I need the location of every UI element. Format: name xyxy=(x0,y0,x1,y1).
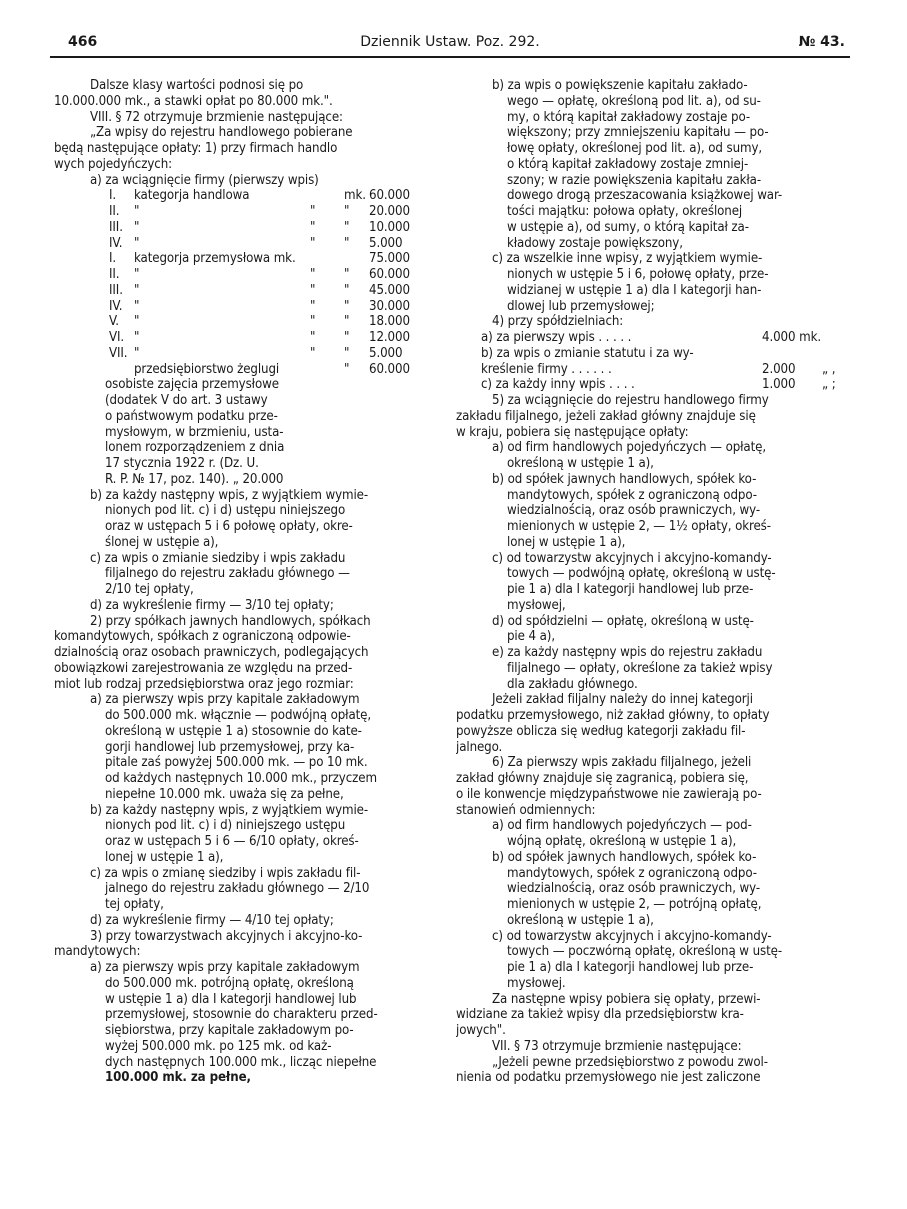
text-line: b) za każdy następny wpis, z wyjątkiem wymie- xyxy=(90,487,369,503)
text-line: dych następnych 100.000 mk., licząc niepełne xyxy=(105,1054,377,1070)
text-line: b) za wpis o powiększenie kapitału zakłado- xyxy=(492,78,748,93)
fee-amount: 45.000 xyxy=(369,282,410,298)
text-line: towych — podwójną opłatę, określoną w ustę- xyxy=(507,566,776,582)
fee-category-number: I. xyxy=(109,251,117,267)
fee-category-number: III. xyxy=(109,282,123,298)
fee-ditto: " xyxy=(310,330,316,345)
fee-category-number: III. xyxy=(109,219,123,235)
text-line: o państwowym podatku prze- xyxy=(105,408,278,424)
text-line: 4) przy spółdzielniach: xyxy=(492,314,624,330)
text-line: powyższe oblicza się według kategorji zakładu fil- xyxy=(456,723,746,739)
fee-ditto: " xyxy=(310,235,316,251)
text-line: c) za wszelkie inne wpisy, z wyjątkiem wymie- xyxy=(492,251,763,267)
fee-unit: " xyxy=(344,267,350,282)
fee-category-number: I. xyxy=(109,188,117,204)
cooperative-fee-row xyxy=(456,362,844,378)
text-line: wiedzialnością, oraz osób prawniczych, wy- xyxy=(507,881,761,897)
text-line: w kraju, pobiera się następujące opłaty: xyxy=(456,424,689,440)
text-line: mienionych w ustępie 2, — potrójną opłatę, xyxy=(507,897,762,912)
fee-category-number: II. xyxy=(109,204,120,219)
text-line: gorji handlowej lub przemysłowej, przy ka- xyxy=(105,739,355,755)
fee-row xyxy=(54,220,442,236)
text-line: określoną w ustępie 1 a), xyxy=(507,456,654,471)
fee-ditto: " xyxy=(310,267,316,282)
fee-unit: " xyxy=(344,282,350,298)
issue-number: № 43. xyxy=(798,34,845,50)
text-line: „Jeżeli pewne przedsiębiorstwo z powodu zwol- xyxy=(492,1054,768,1070)
fee-amount: 12.000 xyxy=(369,330,410,345)
text-line: siębiorstwa, przy kapitale zakładowym po- xyxy=(105,1023,354,1038)
fee-category-name: " xyxy=(134,330,140,345)
text-line: łowę opłaty, określonej pod lit. a), od sumy, xyxy=(507,141,763,156)
fee-category-name: " xyxy=(134,298,140,314)
fee-ditto: " xyxy=(310,282,316,298)
text-line: ślonej w ustępie a), xyxy=(105,534,219,550)
text-line: do 500.000 mk. potrójną opłatę, określoną xyxy=(105,975,354,991)
fee-row xyxy=(54,314,442,330)
fee-amount: 5.000 xyxy=(369,345,403,361)
text-line: a) za pierwszy wpis przy kapitale zakładowym xyxy=(90,692,360,708)
text-line: b) od spółek jawnych handlowych, spółek ko- xyxy=(492,849,757,865)
fee-row xyxy=(54,267,442,283)
text-line: niepełne 10.000 mk. uważa się za pełne, xyxy=(105,786,344,802)
text-line: c) za wpis o zmianie siedziby i wpis zakładu xyxy=(90,550,346,566)
fee-category-name: kategorja przemysłowa mk. xyxy=(134,251,296,267)
text-line: mysłowym, w brzmieniu, usta- xyxy=(105,424,284,440)
text-line: widzianej w ustępie 1 a) dla I kategorji han- xyxy=(507,282,762,298)
fee-unit: " xyxy=(344,345,350,361)
text-line: podatku przemysłowego, niż zakład główny, to opłaty xyxy=(456,708,770,723)
text-line: w ustępie a), od sumy, o którą kapitał za- xyxy=(507,219,749,235)
text-line: wego — opłatę, określoną pod lit. a), od su- xyxy=(507,93,761,109)
text-line: przemysłowej, stosownie do charakteru przed- xyxy=(105,1007,378,1023)
text-line: zakładu filjalnego, jeżeli zakład główny znajduje się xyxy=(456,408,756,424)
fee-amount: 30.000 xyxy=(369,298,410,314)
fee-amount: 75.000 xyxy=(369,251,410,267)
left-column xyxy=(54,78,442,1086)
text-line: będą następujące opłaty: 1) przy firmach handlo xyxy=(54,141,338,156)
text-line: mienionych w ustępie 2, — 1½ opłaty, okreś- xyxy=(507,519,771,534)
text-line: określoną w ustępie 1 a) stosownie do kate- xyxy=(105,723,362,739)
fee-row xyxy=(54,204,442,220)
text-line: d) za wykreślenie firmy — 3/10 tej opłaty; xyxy=(90,597,334,613)
fee-category-number: V. xyxy=(109,314,119,330)
fee-unit: " xyxy=(344,314,350,330)
text-line: miot lub rodzaj przedsiębiorstwa oraz jego rozmiar: xyxy=(54,676,354,692)
text-line: d) od spółdzielni — opłatę, określoną w ustę- xyxy=(492,613,754,629)
text-line: o ile konwencje międzypaństwowe nie zawierają po- xyxy=(456,786,762,802)
fee-row xyxy=(54,330,442,346)
cooperative-fee-ditto: „ ; xyxy=(822,377,836,393)
text-line: nionych pod lit. c) i d) ustępu niniejszego xyxy=(105,503,346,519)
text-line: mandytowych, spółek z ograniczoną odpo- xyxy=(507,865,757,881)
text-line: komandytowych, spółkach z ograniczoną odpowie- xyxy=(54,629,351,645)
text-line: pitale zaś powyżej 500.000 mk. — po 10 mk. xyxy=(105,755,368,771)
fee-ditto: " xyxy=(310,219,316,235)
fee-ditto: " xyxy=(310,298,316,314)
cooperative-fee-ditto: „ , xyxy=(822,361,836,377)
cooperative-fee-amount: 1.000 xyxy=(762,377,796,393)
fee-unit: " xyxy=(344,204,350,219)
text-line: pie 1 a) dla I kategorji handlowej lub prze- xyxy=(507,582,754,597)
text-line: kładowy zostaje powiększony, xyxy=(507,235,683,251)
text-line: oraz w ustępach 5 i 6 połowę opłaty, okre- xyxy=(105,519,353,534)
fee-category-name: kategorja handlowa xyxy=(134,188,250,204)
text-line: 10.000.000 mk., a stawki opłat po 80.000 mk.". xyxy=(54,93,333,109)
cooperative-fee-row xyxy=(456,330,844,346)
text-line: lonej w ustępie 1 a), xyxy=(105,849,224,865)
fee-category-name: " xyxy=(134,282,140,298)
fee-amount: 60.000 xyxy=(369,188,410,204)
page-number: 466 xyxy=(68,34,98,50)
fee-ditto: " xyxy=(310,204,316,219)
text-line: mysłowej. xyxy=(507,975,566,991)
text-line: wyżej 500.000 mk. po 125 mk. od każ- xyxy=(105,1038,332,1054)
text-line: c) od towarzystw akcyjnych i akcyjno-komandy- xyxy=(492,550,772,566)
text-line: jalnego do rejestru zakładu głównego — 2/10 xyxy=(105,881,370,897)
text-line: lonem rozporządzeniem z dnia xyxy=(105,440,285,456)
text-line: o którą kapitał zakładowy zostaje zmniej- xyxy=(507,156,749,172)
page-header xyxy=(50,32,850,58)
text-line: większony; przy zmniejszeniu kapitału — po- xyxy=(507,125,769,141)
fee-ditto: " xyxy=(310,314,316,330)
text-line: wiedzialnością, oraz osób prawniczych, wy- xyxy=(507,503,761,519)
text-line: c) za wpis o zmianę siedziby i wpis zakładu fil- xyxy=(90,865,361,881)
fee-ditto: " xyxy=(310,345,316,361)
cooperative-fee-label: c) za każdy inny wpis . . . . xyxy=(481,377,635,393)
text-line: do 500.000 mk. włącznie — podwójną opłatę, xyxy=(105,708,372,723)
fee-amount: 18.000 xyxy=(369,314,410,330)
text-line: od każdych następnych 10.000 mk., przyczem xyxy=(105,771,377,786)
text-line: zakład główny znajduje się zagranicą, pobiera się, xyxy=(456,771,749,786)
cooperative-fee-list xyxy=(456,330,844,393)
text-line: d) za wykreślenie firmy — 4/10 tej opłaty; xyxy=(90,912,334,928)
fee-row xyxy=(54,236,442,252)
text-line: wójną opłatę, określoną w ustępie 1 a), xyxy=(507,834,737,849)
text-line: filjalnego — opłaty, określone za takież wpisy xyxy=(507,660,773,676)
text-line: tości majątku: połowa opłaty, określonej xyxy=(507,204,743,219)
fee-category-number: VII. xyxy=(109,345,128,361)
text-line: pie 1 a) dla I kategorji handlowej lub prze- xyxy=(507,960,754,975)
text-line: VIII. § 72 otrzymuje brzmienie następujące: xyxy=(90,109,343,125)
left-text-block-2 xyxy=(54,377,442,1086)
text-line: 100.000 mk. za pełne, xyxy=(105,1070,251,1086)
text-line: Za następne wpisy pobiera się opłaty, przewi- xyxy=(492,991,761,1007)
text-line: towych — poczwórną opłatę, określoną w ustę- xyxy=(507,944,783,960)
text-line: stanowień odmiennych: xyxy=(456,802,596,818)
text-line: a) za pierwszy wpis przy kapitale zakładowym xyxy=(90,960,360,975)
text-line: a) od firm handlowych pojedyńczych — opłatę, xyxy=(492,440,767,456)
text-line: 3) przy towarzystwach akcyjnych i akcyjno-ko- xyxy=(90,928,363,944)
text-line: mandytowych: xyxy=(54,944,141,960)
fee-row xyxy=(54,251,442,267)
fee-amount: 10.000 xyxy=(369,219,410,235)
text-line: jalnego. xyxy=(456,739,503,755)
fee-row xyxy=(54,299,442,315)
cooperative-fee-row xyxy=(456,377,844,393)
text-line: (dodatek V do art. 3 ustawy xyxy=(105,393,268,408)
text-line: Dalsze klasy wartości podnosi się po xyxy=(90,78,304,93)
fee-amount: 20.000 xyxy=(369,204,410,219)
text-line: określoną w ustępie 1 a), xyxy=(507,912,654,928)
fee-table xyxy=(54,188,442,377)
text-line: osobiste zajęcia przemysłowe xyxy=(105,377,279,393)
text-line: filjalnego do rejestru zakładu głównego — xyxy=(105,566,350,582)
text-line: e) za każdy następny wpis do rejestru zakładu xyxy=(492,645,763,660)
fee-category-number: IV. xyxy=(109,298,123,314)
fee-row xyxy=(54,188,442,204)
text-line: 17 stycznia 1922 r. (Dz. U. xyxy=(105,456,259,471)
text-line: a) za wciągnięcie firmy (pierwszy wpis) xyxy=(90,172,319,188)
text-line: tej opłaty, xyxy=(105,897,164,912)
fee-unit: " xyxy=(344,235,350,251)
fee-category-name: " xyxy=(134,267,140,282)
text-line: nionych pod lit. c) i d) niniejszego ustępu xyxy=(105,818,346,834)
text-line: dzialnością oraz osobach prawniczych, podlegających xyxy=(54,645,369,660)
fee-unit: " xyxy=(344,298,350,314)
text-line: dla zakładu głównego. xyxy=(507,676,638,692)
text-line: a) od firm handlowych pojedyńczych — pod- xyxy=(492,818,752,834)
fee-category-name: " xyxy=(134,235,140,251)
text-line: Jeżeli zakład filjalny należy do innej kategorji xyxy=(492,692,753,708)
text-line: b) od spółek jawnych handlowych, spółek ko- xyxy=(492,471,757,487)
fee-row xyxy=(54,346,442,362)
right-text-block-2 xyxy=(456,393,844,1086)
text-line: R. P. № 17, poz. 140). „ 20.000 xyxy=(105,471,284,487)
text-line: obowiązkowi zarejestrowania ze względu na przed- xyxy=(54,660,353,676)
text-line: c) od towarzystw akcyjnych i akcyjno-komandy- xyxy=(492,928,772,944)
cooperative-fee-row xyxy=(456,346,844,362)
text-line: jowych". xyxy=(456,1023,506,1038)
text-line: widziane za takież wpisy dla przedsiębiorstw kra- xyxy=(456,1007,744,1023)
text-line: 5) za wciągnięcie do rejestru handlowego firmy xyxy=(492,393,769,408)
fee-amount: 60.000 xyxy=(369,361,410,377)
right-column xyxy=(456,78,844,1086)
fee-category-name: " xyxy=(134,219,140,235)
cooperative-fee-label: a) za pierwszy wpis . . . . . xyxy=(481,330,632,345)
fee-row xyxy=(54,362,442,378)
text-line: 6) Za pierwszy wpis zakładu filjalnego, jeżeli xyxy=(492,755,752,771)
fee-category-number: VI. xyxy=(109,330,125,345)
cooperative-fee-amount: 2.000 xyxy=(762,361,796,377)
text-line: szony; w razie powiększenia kapitału zakła- xyxy=(507,172,762,188)
cooperative-fee-label: b) za wpis o zmianie statutu i za wy- xyxy=(481,345,694,361)
text-line: mysłowej, xyxy=(507,597,566,613)
text-line: „Za wpisy do rejestru handlowego pobierane xyxy=(90,125,353,141)
text-line: nionych w ustępie 5 i 6, połowę opłaty, prze- xyxy=(507,267,769,282)
fee-category-number: IV. xyxy=(109,235,123,251)
text-line: my, o którą kapitał zakładowy zostaje po- xyxy=(507,109,751,125)
text-line: pie 4 a), xyxy=(507,629,555,645)
fee-unit: mk. xyxy=(344,188,366,204)
fee-category-name: " xyxy=(134,204,140,219)
text-line: w ustępie 1 a) dla I kategorji handlowej lub xyxy=(105,991,357,1007)
text-line: oraz w ustępach 5 i 6 — 6/10 opłaty, okreś- xyxy=(105,834,359,849)
cooperative-fee-label: kreślenie firmy . . . . . . xyxy=(481,361,612,377)
fee-amount: 5.000 xyxy=(369,235,403,251)
text-line: dlowej lub przemysłowej; xyxy=(507,298,655,314)
text-line: nienia od podatku przemysłowego nie jest zaliczone xyxy=(456,1070,761,1086)
fee-category-name: " xyxy=(134,314,140,330)
fee-unit: " xyxy=(344,219,350,235)
right-text-block xyxy=(456,78,844,330)
text-line: dowego drogą przeszacowania książkowej war- xyxy=(507,188,783,204)
text-line: 2/10 tej opłaty, xyxy=(105,582,194,597)
left-text-block xyxy=(54,78,442,188)
text-line: lonej w ustępie 1 a), xyxy=(507,534,626,550)
text-line: mandytowych, spółek z ograniczoną odpo- xyxy=(507,487,757,503)
cooperative-fee-amount: 4.000 mk. xyxy=(762,330,822,345)
text-line: 2) przy spółkach jawnych handlowych, spółkach xyxy=(90,613,371,629)
fee-unit: " xyxy=(344,330,350,345)
text-line: VII. § 73 otrzymuje brzmienie następujące: xyxy=(492,1038,742,1054)
fee-category-name: " xyxy=(134,345,140,361)
text-line: b) za każdy następny wpis, z wyjątkiem wymie- xyxy=(90,802,369,818)
fee-amount: 60.000 xyxy=(369,267,410,282)
fee-unit: " xyxy=(344,361,350,377)
fee-category-name: przedsiębiorstwo żeglugi xyxy=(134,361,280,377)
running-title: Dziennik Ustaw. Poz. 292. xyxy=(360,34,540,50)
fee-category-number: II. xyxy=(109,267,120,282)
text-line: wych pojedyńczych: xyxy=(54,156,173,172)
fee-row xyxy=(54,283,442,299)
